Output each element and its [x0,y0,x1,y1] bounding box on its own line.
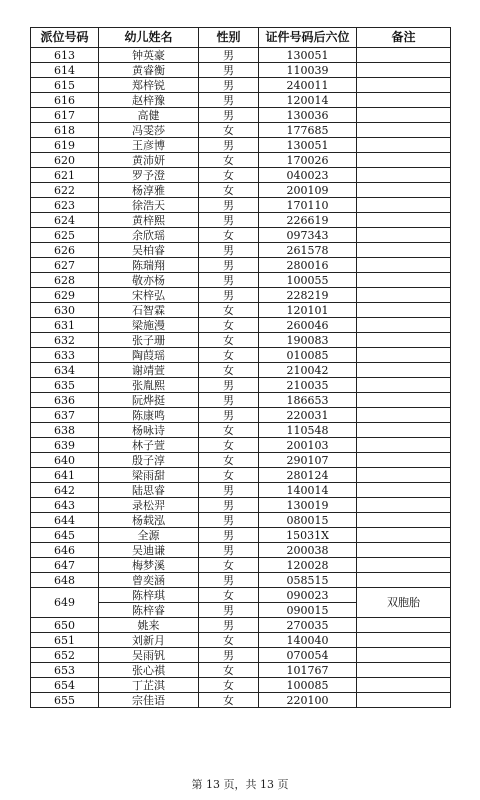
cell-gender: 男 [199,498,259,513]
cell-lottery-number: 650 [31,618,99,633]
cell-lottery-number: 614 [31,63,99,78]
cell-remarks [357,138,451,153]
cell-lottery-number: 622 [31,183,99,198]
cell-child-name: 录松羿 [99,498,199,513]
cell-lottery-number: 636 [31,393,99,408]
cell-gender: 男 [199,648,259,663]
cell-id-last-six: 177685 [259,123,357,138]
table-row [31,243,451,258]
cell-id-last-six: 080015 [259,513,357,528]
cell-child-name: 陈梓琪 [99,588,199,603]
cell-remarks [357,243,451,258]
cell-id-last-six: 130051 [259,138,357,153]
table-row [31,678,451,693]
cell-remarks [357,528,451,543]
table-row [31,153,451,168]
cell-remarks [357,408,451,423]
cell-remarks [357,198,451,213]
table-row [31,93,451,108]
cell-child-name: 敬亦杨 [99,273,199,288]
cell-lottery-number: 621 [31,168,99,183]
cell-child-name: 冯雯莎 [99,123,199,138]
cell-id-last-six: 228219 [259,288,357,303]
cell-id-last-six: 270035 [259,618,357,633]
cell-lottery-number: 645 [31,528,99,543]
cell-gender: 女 [199,333,259,348]
cell-id-last-six: 186653 [259,393,357,408]
cell-child-name: 王彦博 [99,138,199,153]
cell-id-last-six: 210035 [259,378,357,393]
table-row [31,213,451,228]
table-row [31,78,451,93]
cell-id-last-six: 261578 [259,243,357,258]
table-row [31,108,451,123]
cell-child-name: 张子珊 [99,333,199,348]
cell-lottery-number: 646 [31,543,99,558]
cell-child-name: 吴柏睿 [99,243,199,258]
header-gender: 性别 [199,28,259,48]
cell-child-name: 谢靖萱 [99,363,199,378]
cell-remarks [357,348,451,363]
cell-gender: 女 [199,468,259,483]
cell-lottery-number: 653 [31,663,99,678]
table-row [31,63,451,78]
cell-child-name: 曾奕涵 [99,573,199,588]
cell-id-last-six: 240011 [259,78,357,93]
cell-gender: 女 [199,303,259,318]
cell-child-name: 罗予澄 [99,168,199,183]
cell-child-name: 梁雨甜 [99,468,199,483]
cell-lottery-number: 649 [31,588,99,618]
cell-gender: 男 [199,543,259,558]
cell-id-last-six: 190083 [259,333,357,348]
cell-lottery-number: 634 [31,363,99,378]
cell-child-name: 宗佳语 [99,693,199,708]
cell-remarks [357,213,451,228]
table-row [31,198,451,213]
cell-id-last-six: 058515 [259,573,357,588]
cell-lottery-number: 623 [31,198,99,213]
cell-lottery-number: 637 [31,408,99,423]
header-lottery-number: 派位号码 [31,28,99,48]
cell-remarks [357,648,451,663]
cell-child-name: 黄梓熙 [99,213,199,228]
cell-id-last-six: 130019 [259,498,357,513]
cell-child-name: 梁施漫 [99,318,199,333]
cell-id-last-six: 226619 [259,213,357,228]
table-row [31,528,451,543]
cell-child-name: 陶葭瑶 [99,348,199,363]
cell-remarks [357,303,451,318]
cell-id-last-six: 070054 [259,648,357,663]
cell-child-name: 徐浩天 [99,198,199,213]
cell-child-name: 陈康鸣 [99,408,199,423]
cell-child-name: 赵梓豫 [99,93,199,108]
table-row [31,333,451,348]
cell-id-last-six: 290107 [259,453,357,468]
cell-lottery-number: 642 [31,483,99,498]
cell-child-name: 郑梓锐 [99,78,199,93]
cell-id-last-six: 170026 [259,153,357,168]
table-row [31,693,451,708]
cell-id-last-six: 120101 [259,303,357,318]
table-row [31,423,451,438]
cell-id-last-six: 040023 [259,168,357,183]
cell-remarks [357,678,451,693]
table-row [31,648,451,663]
table-row [31,633,451,648]
cell-lottery-number: 639 [31,438,99,453]
cell-lottery-number: 626 [31,243,99,258]
cell-gender: 男 [199,198,259,213]
cell-gender: 女 [199,438,259,453]
cell-gender: 男 [199,408,259,423]
cell-gender: 男 [199,258,259,273]
cell-child-name: 杨淳雅 [99,183,199,198]
table-row [31,123,451,138]
cell-remarks [357,123,451,138]
cell-id-last-six: 15031X [259,528,357,543]
cell-child-name: 殷子淳 [99,453,199,468]
cell-child-name: 张心祺 [99,663,199,678]
cell-remarks [357,378,451,393]
cell-gender: 男 [199,288,259,303]
cell-id-last-six: 101767 [259,663,357,678]
cell-gender: 男 [199,78,259,93]
cell-child-name: 陈瑞翔 [99,258,199,273]
cell-id-last-six: 220031 [259,408,357,423]
table-body [31,48,451,708]
table-row [31,258,451,273]
cell-child-name: 黄沛妍 [99,153,199,168]
cell-gender: 女 [199,423,259,438]
cell-child-name: 陆思睿 [99,483,199,498]
cell-id-last-six: 130051 [259,48,357,63]
table-row [31,183,451,198]
cell-gender: 男 [199,243,259,258]
table-row [31,378,451,393]
cell-gender: 男 [199,93,259,108]
table-row [31,573,451,588]
cell-remarks [357,498,451,513]
table-row [31,513,451,528]
cell-remarks [357,468,451,483]
cell-id-last-six: 110039 [259,63,357,78]
cell-remarks [357,48,451,63]
cell-child-name: 姚来 [99,618,199,633]
header-child-name: 幼儿姓名 [99,28,199,48]
cell-id-last-six: 280016 [259,258,357,273]
cell-id-last-six: 210042 [259,363,357,378]
cell-lottery-number: 617 [31,108,99,123]
cell-lottery-number: 644 [31,513,99,528]
cell-gender: 男 [199,483,259,498]
cell-gender: 女 [199,453,259,468]
cell-lottery-number: 629 [31,288,99,303]
cell-child-name: 吴雨钒 [99,648,199,663]
cell-id-last-six: 170110 [259,198,357,213]
table-row [31,348,451,363]
cell-lottery-number: 613 [31,48,99,63]
cell-gender: 男 [199,48,259,63]
cell-lottery-number: 628 [31,273,99,288]
cell-child-name: 吴迪谦 [99,543,199,558]
cell-gender: 女 [199,348,259,363]
cell-lottery-number: 627 [31,258,99,273]
cell-remarks [357,363,451,378]
cell-child-name: 张胤熙 [99,378,199,393]
allocation-sheet [30,27,450,708]
cell-child-name: 石智霖 [99,303,199,318]
table-row [31,663,451,678]
page-footer: 第 13 页，共 13 页 [191,778,289,791]
cell-child-name: 梅梦溪 [99,558,199,573]
cell-remarks [357,93,451,108]
cell-id-last-six: 200038 [259,543,357,558]
cell-remarks [357,558,451,573]
cell-gender: 女 [199,168,259,183]
cell-lottery-number: 633 [31,348,99,363]
cell-gender: 男 [199,393,259,408]
table-row [31,303,451,318]
cell-gender: 男 [199,513,259,528]
cell-id-last-six: 220100 [259,693,357,708]
table-row [31,48,451,63]
cell-remarks [357,618,451,633]
cell-lottery-number: 615 [31,78,99,93]
cell-lottery-number: 616 [31,93,99,108]
table-row [31,318,451,333]
cell-id-last-six: 130036 [259,108,357,123]
cell-id-last-six: 120028 [259,558,357,573]
cell-remarks [357,333,451,348]
cell-remarks [357,258,451,273]
cell-gender: 男 [199,213,259,228]
cell-gender: 女 [199,183,259,198]
cell-lottery-number: 635 [31,378,99,393]
cell-gender: 女 [199,153,259,168]
cell-child-name: 全源 [99,528,199,543]
cell-child-name: 钟英豪 [99,48,199,63]
cell-lottery-number: 625 [31,228,99,243]
cell-remarks [357,663,451,678]
cell-id-last-six: 140040 [259,633,357,648]
cell-remarks [357,543,451,558]
cell-lottery-number: 648 [31,573,99,588]
table-row [31,453,451,468]
table-row [31,168,451,183]
table-row [31,228,451,243]
cell-gender: 男 [199,63,259,78]
cell-remarks [357,78,451,93]
cell-lottery-number: 624 [31,213,99,228]
cell-gender: 男 [199,378,259,393]
cell-remarks [357,633,451,648]
cell-gender: 女 [199,318,259,333]
table-row [31,438,451,453]
cell-lottery-number: 640 [31,453,99,468]
cell-child-name: 杨咏诗 [99,423,199,438]
allocation-table [30,27,451,708]
cell-remarks [357,318,451,333]
cell-id-last-six: 100055 [259,273,357,288]
cell-remarks [357,513,451,528]
cell-remarks [357,63,451,78]
cell-lottery-number: 638 [31,423,99,438]
cell-id-last-six: 120014 [259,93,357,108]
cell-id-last-six: 200109 [259,183,357,198]
cell-id-last-six: 140014 [259,483,357,498]
cell-id-last-six: 260046 [259,318,357,333]
cell-remarks [357,393,451,408]
table-row [31,618,451,633]
cell-gender: 女 [199,558,259,573]
cell-gender: 男 [199,528,259,543]
cell-lottery-number: 631 [31,318,99,333]
table-row [31,393,451,408]
cell-id-last-six: 090015 [259,603,357,618]
table-row [31,498,451,513]
cell-lottery-number: 618 [31,123,99,138]
cell-lottery-number: 620 [31,153,99,168]
table-row [31,588,451,603]
cell-remarks [357,228,451,243]
cell-lottery-number: 647 [31,558,99,573]
cell-lottery-number: 619 [31,138,99,153]
cell-child-name: 陈梓睿 [99,603,199,618]
cell-child-name: 林子萱 [99,438,199,453]
cell-gender: 女 [199,228,259,243]
cell-gender: 女 [199,633,259,648]
cell-child-name: 余欣瑶 [99,228,199,243]
cell-gender: 女 [199,693,259,708]
table-row [31,483,451,498]
cell-remarks [357,288,451,303]
cell-lottery-number: 652 [31,648,99,663]
cell-lottery-number: 651 [31,633,99,648]
table-row [31,273,451,288]
table-row [31,408,451,423]
cell-lottery-number: 641 [31,468,99,483]
cell-child-name: 黄睿衡 [99,63,199,78]
cell-gender: 女 [199,123,259,138]
cell-child-name: 高健 [99,108,199,123]
cell-child-name: 阮烨挺 [99,393,199,408]
cell-gender: 女 [199,588,259,603]
cell-remarks [357,573,451,588]
cell-remarks [357,438,451,453]
table-row [31,468,451,483]
cell-lottery-number: 630 [31,303,99,318]
cell-id-last-six: 090023 [259,588,357,603]
table-header-row [31,28,451,48]
cell-remarks [357,273,451,288]
cell-gender: 男 [199,573,259,588]
cell-id-last-six: 100085 [259,678,357,693]
header-remarks: 备注 [357,28,451,48]
cell-gender: 女 [199,678,259,693]
cell-lottery-number: 643 [31,498,99,513]
table-row [31,543,451,558]
cell-remarks [357,183,451,198]
cell-lottery-number: 632 [31,333,99,348]
cell-gender: 男 [199,273,259,288]
cell-child-name: 刘新月 [99,633,199,648]
cell-remarks [357,453,451,468]
cell-remarks [357,483,451,498]
cell-gender: 男 [199,618,259,633]
table-row [31,558,451,573]
cell-remarks [357,168,451,183]
table-row [31,363,451,378]
cell-gender: 男 [199,603,259,618]
cell-id-last-six: 010085 [259,348,357,363]
cell-id-last-six: 097343 [259,228,357,243]
header-id-last-six: 证件号码后六位 [259,28,357,48]
cell-remarks: 双胞胎 [357,588,451,618]
cell-id-last-six: 110548 [259,423,357,438]
cell-remarks [357,693,451,708]
table-row [31,138,451,153]
cell-id-last-six: 280124 [259,468,357,483]
cell-gender: 男 [199,108,259,123]
cell-lottery-number: 654 [31,678,99,693]
cell-child-name: 丁芷淇 [99,678,199,693]
cell-id-last-six: 200103 [259,438,357,453]
table-row [31,288,451,303]
cell-remarks [357,108,451,123]
cell-gender: 男 [199,138,259,153]
cell-lottery-number: 655 [31,693,99,708]
cell-remarks [357,153,451,168]
cell-gender: 女 [199,663,259,678]
cell-child-name: 杨载泓 [99,513,199,528]
cell-gender: 女 [199,363,259,378]
cell-remarks [357,423,451,438]
cell-child-name: 宋梓弘 [99,288,199,303]
